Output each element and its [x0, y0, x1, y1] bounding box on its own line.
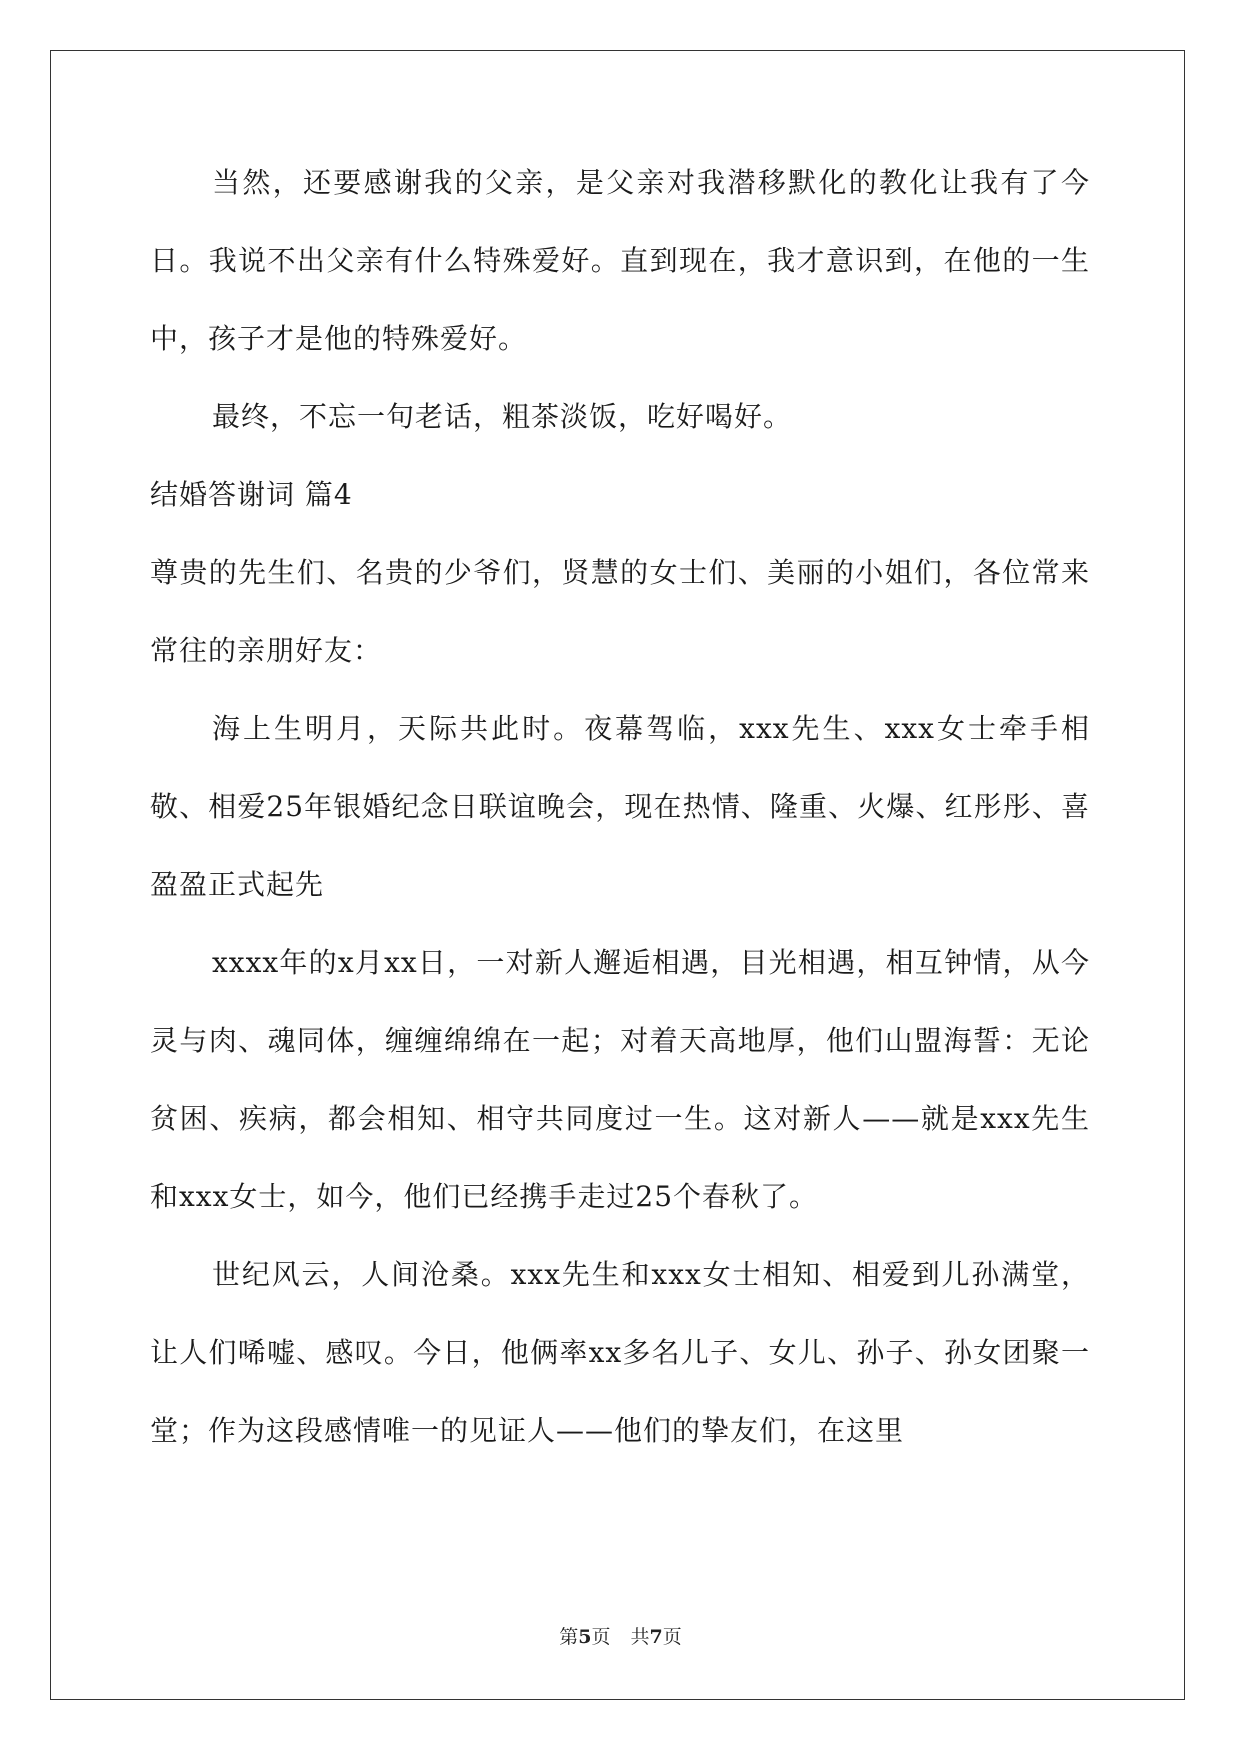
document-body [150, 144, 1090, 1470]
current-page-number: 5 [578, 1626, 592, 1648]
total-pages-number: 7 [649, 1626, 663, 1648]
paragraph-reunion: 世纪风云，人间沧桑。xxx先生和xxx女士相知、相爱到儿孙满堂，让人们唏嘘、感叹。今日，他俩率xx多名儿子、女儿、孙子、孙女团聚一堂；作为这段感情唯一的见证人——他们的挚友们，在这里 [150, 1258, 1090, 1447]
paragraph-closing-words: 最终，不忘一句老话，粗茶淡饭，吃好喝好。 [212, 400, 793, 433]
paragraph-story: xxxx年的x月xx日，一对新人邂逅相遇，目光相遇，相互钟情，从今灵与肉、魂同体，缠缠绵绵在一起；对着天高地厚，他们山盟海誓：无论贫困、疾病，都会相知、相守共同度过一生。这对新人——就是xxx先生和xxx女士，如今，他们已经携手走过25个春秋了。 [150, 946, 1090, 1213]
section-heading: 结婚答谢词 篇4 [150, 478, 353, 511]
paragraph-opening: 海上生明月，天际共此时。夜幕驾临，xxx先生、xxx女士牵手相敬、相爱25年银婚纪念日联谊晚会，现在热情、隆重、火爆、红彤彤、喜盈盈正式起先 [150, 712, 1090, 901]
paragraph-father-thanks: 当然，还要感谢我的父亲，是父亲对我潜移默化的教化让我有了今日。我说不出父亲有什么特殊爱好。直到现在，我才意识到，在他的一生中，孩子才是他的特殊爱好。 [150, 166, 1090, 355]
salutation-paragraph: 尊贵的先生们、名贵的少爷们，贤慧的女士们、美丽的小姐们，各位常来常往的亲朋好友： [150, 556, 1090, 667]
page-footer [0, 1622, 1241, 1649]
page-prefix: 第 [559, 1626, 579, 1648]
total-suffix: 页 [662, 1626, 682, 1648]
total-prefix: 共 [630, 1626, 650, 1648]
page-suffix: 页 [591, 1626, 611, 1648]
